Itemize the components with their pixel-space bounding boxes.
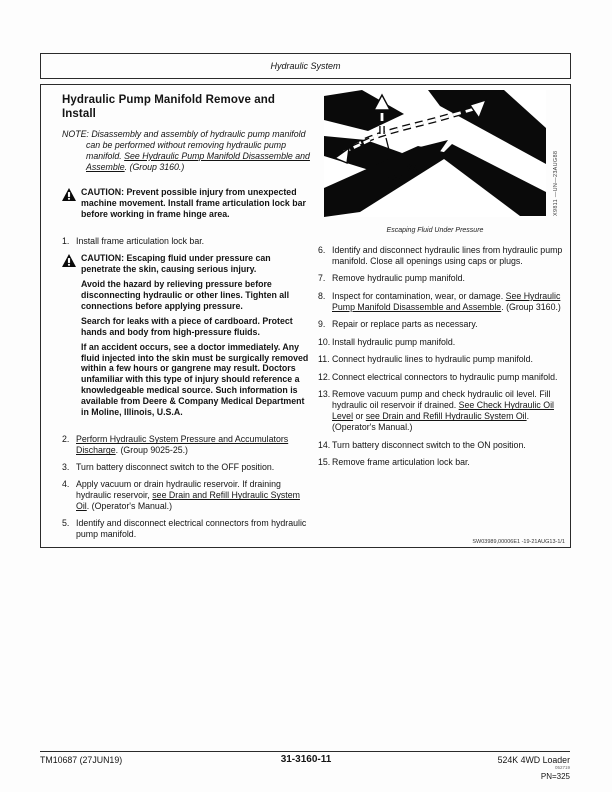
right-column [318,245,570,475]
warning-triangle-icon [62,254,76,267]
procedure-step [318,291,570,313]
step-text [332,440,570,451]
text-segment: Connect hydraulic lines to hydraulic pump manifold. [332,354,533,365]
text-segment: Apply vacuum or drain hydraulic reservoir. If draining hydraulic reservoir, [76,479,281,501]
step-number: 13. [318,389,331,400]
pn-number: PN=325 [540,771,570,781]
text-segment: Connect electrical connectors to hydraulic pump manifold. [332,371,558,382]
text-segment: Turn battery disconnect switch to the ON position. [332,439,526,450]
step-text [76,462,312,473]
caution-block-2 [62,253,312,423]
step-text [332,372,570,383]
step-number: 8. [318,290,326,301]
procedure-step [318,440,570,451]
cross-reference-link[interactable]: see Drain and Refill Hydraulic System Oil [365,411,527,422]
cross-reference-link[interactable]: See Hydraulic Pump Manifold Disassemble and Assemble [332,290,561,312]
text-segment: or [353,411,366,422]
procedure-step [318,354,570,365]
procedure-step [62,479,312,512]
step-text [332,389,570,433]
left-column [62,93,312,546]
caution-block-1 [62,187,312,224]
footer-right-block [498,755,570,781]
safety-figure [324,90,546,234]
step-number: 11. [318,354,330,365]
caution-text [81,253,312,423]
step-text [76,518,312,540]
model-name: 524K 4WD Loader [497,755,570,765]
procedure-steps-2 [62,434,312,540]
procedure-steps-3 [318,245,570,468]
text-segment: . (Group 9025-25.) [115,445,188,456]
text-segment: Remove frame articulation lock bar. [332,457,470,468]
text-segment: Remove vacuum pump and check hydraulic oil level. Fill hydraulic oil reservoir if drained. [332,389,551,411]
step-text [332,354,570,365]
procedure-steps-1 [62,236,312,247]
caution-paragraph: Search for leaks with a piece of cardboard. Protect hands and body from high-pressure fluids. [81,315,293,337]
text-segment: . (Operator's Manual.) [86,501,173,512]
procedure-step [318,319,570,330]
step-number: 10. [318,336,331,347]
text-segment: . (Operator's Manual.) [332,411,530,433]
figure-id-label: X9811 —UN—23AUG88 [553,150,559,216]
step-number: 15. [318,457,331,468]
procedure-step [318,457,570,468]
cross-reference-link[interactable]: Perform Hydraulic System Pressure and Accumulators Discharge [76,434,289,456]
footer-divider [40,751,570,752]
step-number: 4. [62,479,70,490]
revision-code: SW03989,00006E1 -19-21AUG13-1/1 [472,539,565,545]
step-number: 6. [318,245,326,255]
caution-paragraph: If an accident occurs, see a doctor immediately. Any fluid injected into the skin must be surgically removed within a few hours or gangrene may result. Doctors unfamiliar with this type of injury should reference a knowledgeable medical source. Such information is available from Deere & Company Medical Department in Moline, Illinois, U.S.A. [81,341,309,418]
warning-triangle-icon [62,187,76,224]
page-number: 31-3160-11 [280,754,332,765]
procedure-step [318,337,570,348]
page-title: Hydraulic Pump Manifold Remove and Install [62,94,275,121]
text-segment: Repair or replace parts as necessary. [332,319,478,330]
caution-paragraph: CAUTION: Prevent possible injury from unexpected machine movement. Install frame articulation lock bar before working in frame hinge area. [81,186,306,219]
text-segment: Turn battery disconnect switch to the OFF position. [76,462,275,473]
text-segment: Identify and disconnect hydraulic lines from hydraulic pump manifold. Close all openings using caps or plugs. [332,245,563,266]
escaping-fluid-illustration [324,90,546,217]
step-text [76,434,312,456]
note-text [62,129,312,173]
warning-triangle-icon [62,188,76,201]
step-number: 5. [62,518,70,529]
caution-paragraph: CAUTION: Escaping fluid under pressure can penetrate the skin, causing serious injury. [81,252,271,274]
procedure-step [62,462,312,473]
cross-reference-link[interactable]: see Drain and Refill Hydraulic System Oil [76,490,300,512]
step-text [76,236,312,247]
step-text [332,245,570,267]
procedure-box [40,84,571,548]
procedure-step [318,372,570,383]
text-segment: . (Group 3160.) [124,161,185,172]
step-text [332,319,570,330]
figure-caption: Escaping Fluid Under Pressure [386,227,484,234]
step-number: 14. [318,439,331,450]
date-code: 052719 [554,765,570,770]
text-segment: NOTE: Disassembly and assembly of hydraulic pump manifold can be performed without removing hydraulic pump manifold. [62,128,306,161]
running-header [40,53,571,79]
text-segment: Install frame articulation lock bar. [76,235,205,246]
warning-triangle-icon [62,253,76,423]
procedure-step [318,389,570,433]
step-number: 3. [62,462,70,473]
text-segment: . (Group 3160.) [501,301,561,312]
step-text [332,457,570,468]
cross-reference-link[interactable]: See Check Hydraulic Oil Level [332,400,554,422]
cross-reference-link[interactable]: See Hydraulic Pump Manifold Disassemble and Assemble [86,150,310,172]
caution-paragraph: Avoid the hazard by relieving pressure before disconnecting hydraulic or other lines. Tighten all connections before applying pressure. [81,278,290,311]
text-segment: Inspect for contamination, wear, or damage. [332,290,506,301]
step-text [332,273,570,284]
step-number: 9. [318,319,326,330]
procedure-step [62,518,312,540]
step-number: 12. [318,371,331,382]
text-segment: Install hydraulic pump manifold. [332,336,456,347]
step-number: 1. [62,235,70,246]
text-segment: Identify and disconnect electrical connectors from hydraulic pump manifold. [76,518,307,540]
step-text [332,291,570,313]
procedure-step [62,434,312,456]
manual-number: TM10687 (27JUN19) [40,755,123,765]
caution-text [81,187,312,224]
step-number: 2. [62,434,70,445]
procedure-step [62,236,312,247]
step-text [76,479,312,512]
section-title: Hydraulic System [270,61,341,71]
procedure-step [318,273,570,284]
step-text [332,337,570,348]
procedure-step [318,245,570,267]
step-number: 7. [318,273,326,284]
text-segment: Remove hydraulic pump manifold. [332,273,465,284]
